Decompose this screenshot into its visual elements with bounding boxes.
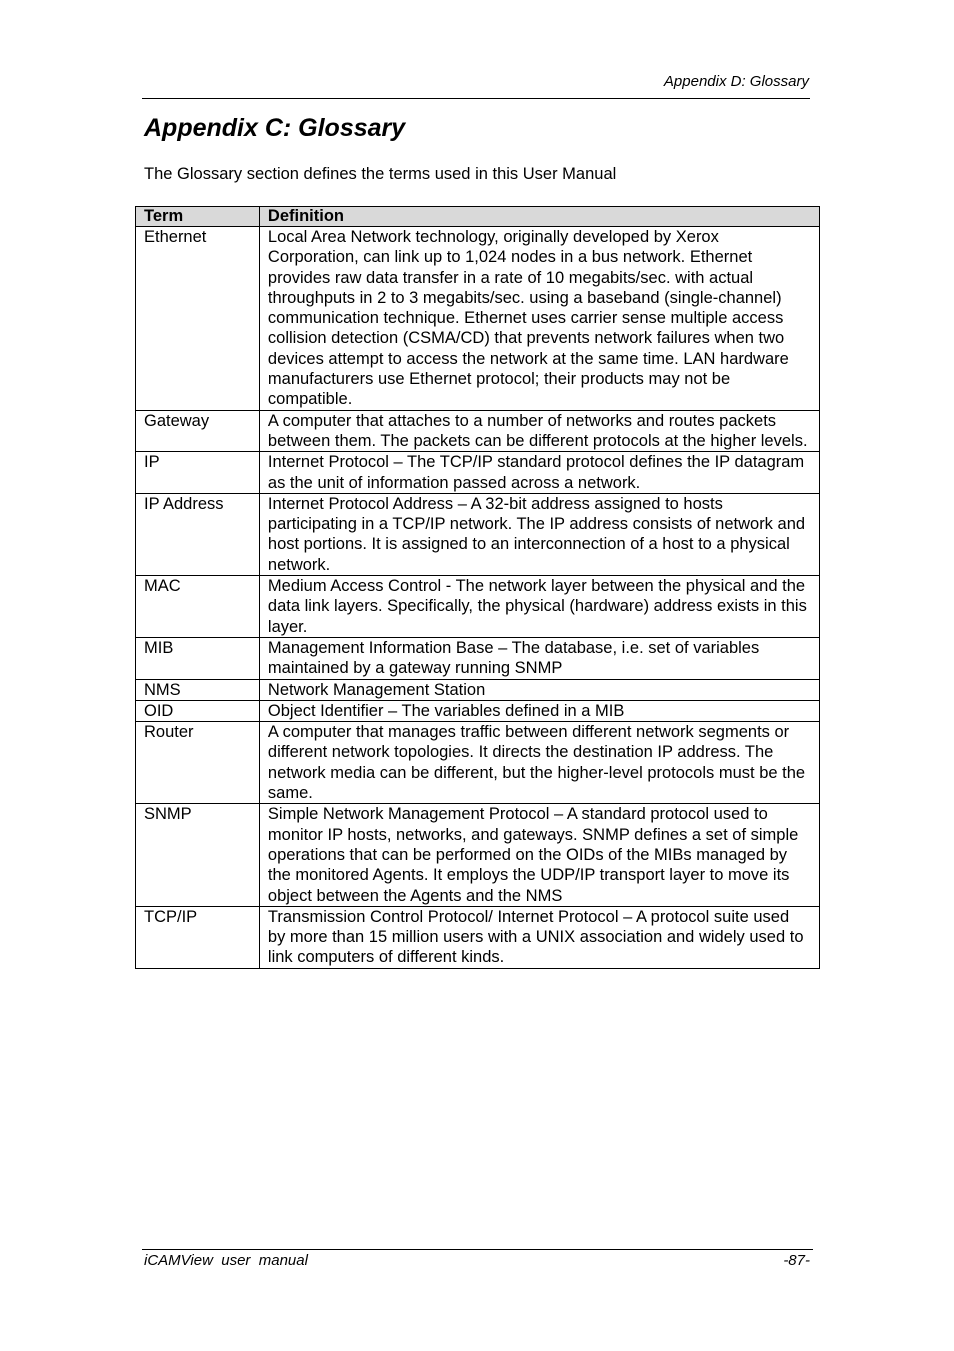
term-cell: Router	[136, 722, 260, 804]
definition-cell: Internet Protocol – The TCP/IP standard protocol defines the IP datagram as the unit of information passed across a network.	[259, 452, 819, 494]
table-row	[136, 227, 820, 411]
table-row	[136, 493, 820, 575]
definition-cell: Transmission Control Protocol/ Internet Protocol – A protocol suite used by more than 15 million users with a UNIX association and widely used to link computers of different kinds.	[259, 906, 819, 968]
term-cell: OID	[136, 700, 260, 721]
definition-cell: Object Identifier – The variables defined in a MIB	[259, 700, 819, 721]
table-row	[136, 410, 820, 452]
page-title: Appendix C: Glossary	[144, 114, 406, 142]
intro-text: The Glossary section defines the terms used in this User Manual	[144, 165, 617, 183]
table-row	[136, 452, 820, 494]
table-row	[136, 722, 820, 804]
term-cell: NMS	[136, 679, 260, 700]
term-cell: MAC	[136, 576, 260, 638]
term-cell: IP	[136, 452, 260, 494]
term-cell: Ethernet	[136, 227, 260, 411]
definition-cell: Management Information Base – The database, i.e. set of variables maintained by a gateway running SNMP	[259, 637, 819, 679]
table-row	[136, 804, 820, 906]
page-number: -87-	[783, 1252, 810, 1269]
definition-cell: Network Management Station	[259, 679, 819, 700]
glossary-table	[135, 206, 820, 969]
table-row	[136, 637, 820, 679]
definition-cell: Internet Protocol Address – A 32-bit address assigned to hosts participating in a TCP/IP network. The IP address consists of network and host portions. It is assigned to an interconnection of a host to a physical network.	[259, 493, 819, 575]
footer-rule	[142, 1249, 813, 1250]
term-cell: IP Address	[136, 493, 260, 575]
table-row	[136, 576, 820, 638]
term-cell: Gateway	[136, 410, 260, 452]
footer-manual-title: iCAMView user manual	[144, 1252, 308, 1269]
column-header-definition: Definition	[259, 207, 819, 227]
definition-cell: Local Area Network technology, originally developed by Xerox Corporation, can link up to 1,024 nodes in a bus network. Ethernet provides raw data transfer in a rate of 10 megabits/sec. with actual throughputs in 2 to 3 megabits/sec. using a baseband (single-channel) communication technique. Ethernet uses carrier sense multiple access collision detection (CSMA/CD) that prevents network failures when two devices attempt to access the network at the same time. LAN hardware manufacturers use Ethernet protocol; their products may not be compatible.	[259, 227, 819, 411]
definition-cell: A computer that attaches to a number of networks and routes packets between them. The packets can be different protocols at the higher levels.	[259, 410, 819, 452]
definition-cell: A computer that manages traffic between different network segments or different network topologies. It directs the destination IP address. The network media can be different, but the higher-level protocols must be the same.	[259, 722, 819, 804]
term-cell: SNMP	[136, 804, 260, 906]
term-cell: TCP/IP	[136, 906, 260, 968]
table-header-row	[136, 207, 820, 227]
table-row	[136, 906, 820, 968]
definition-cell: Simple Network Management Protocol – A standard protocol used to monitor IP hosts, networks, and gateways. SNMP defines a set of simple operations that can be performed on the OIDs of the MIBs managed by the monitored Agents. It employs the UDP/IP transport layer to move its object between the Agents and the NMS	[259, 804, 819, 906]
running-header: Appendix D: Glossary	[663, 73, 809, 90]
column-header-term: Term	[136, 207, 260, 227]
definition-cell: Medium Access Control - The network layer between the physical and the data link layers. Specifically, the physical (hardware) address exists in this layer.	[259, 576, 819, 638]
term-cell: MIB	[136, 637, 260, 679]
header-rule	[142, 98, 810, 99]
table-row	[136, 679, 820, 700]
table-row	[136, 700, 820, 721]
